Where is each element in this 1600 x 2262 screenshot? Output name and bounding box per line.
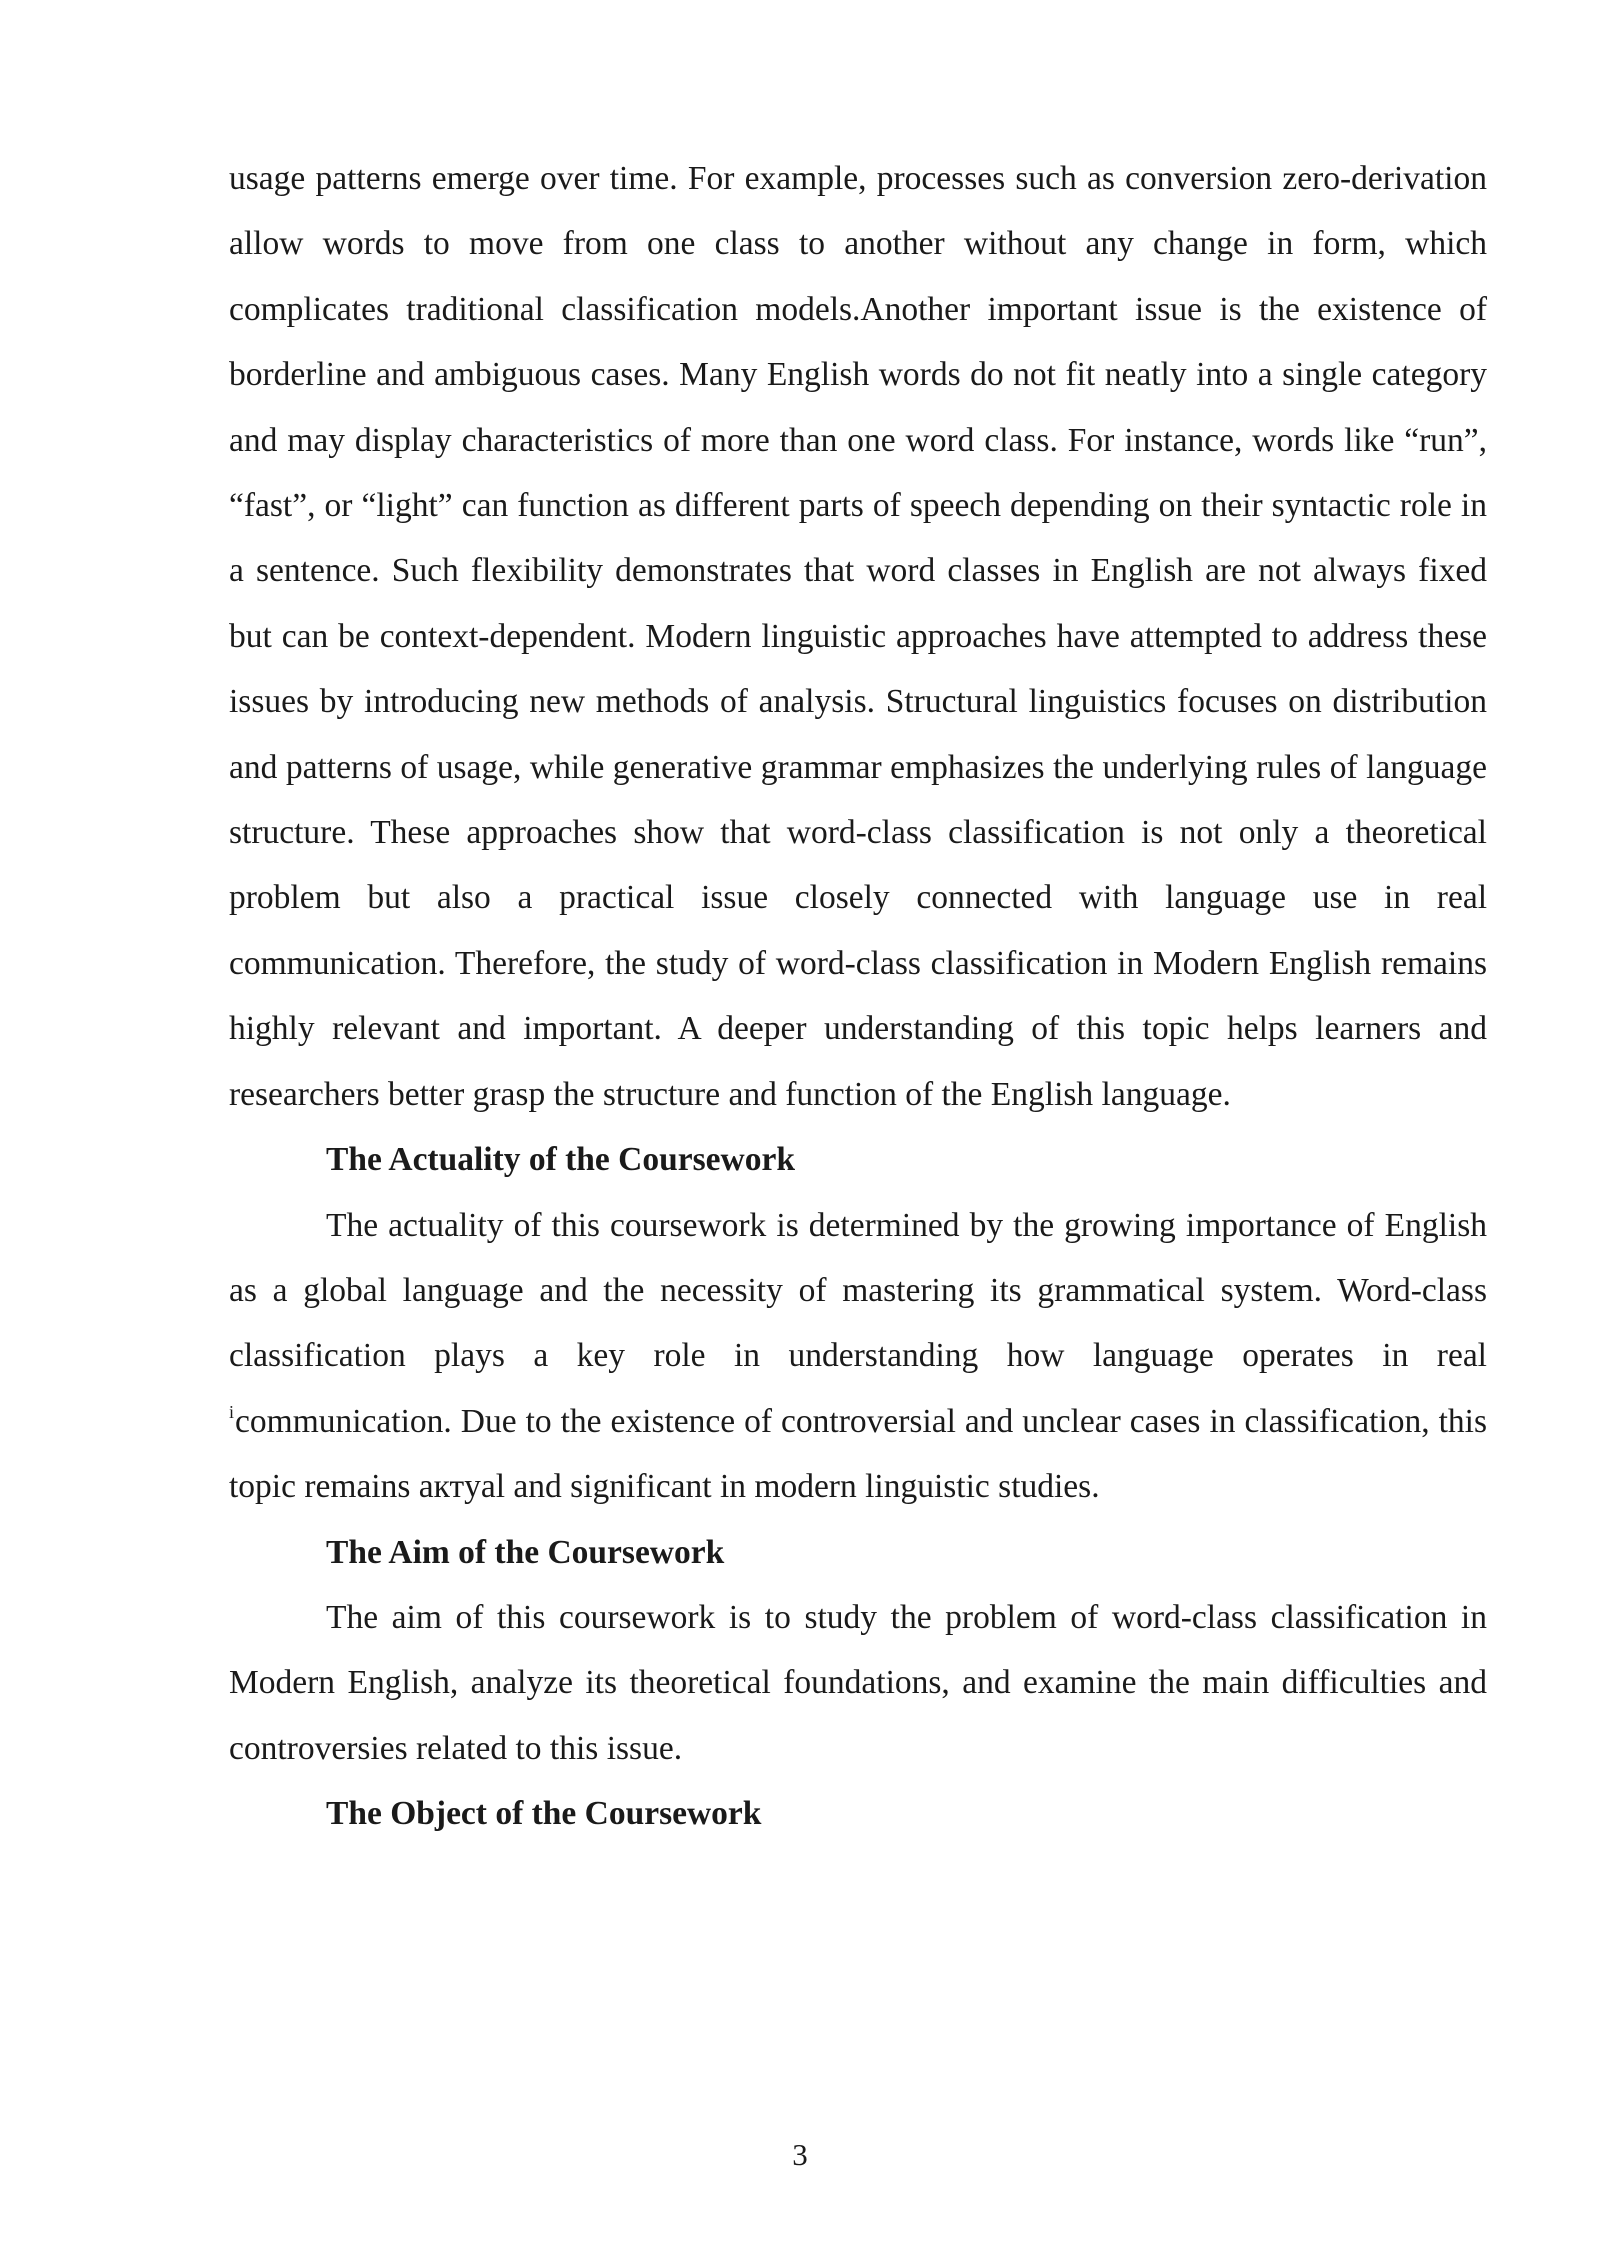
aim-paragraph: The aim of this coursework is to study the problem of word-class classification in Modern English, analyze its theoretical foundations, and examine the main difficulties and controversies related to this issue. — [229, 1598, 1487, 1767]
actuality-paragraph — [229, 1193, 1487, 1520]
object-heading: The Object of the Coursework — [326, 1795, 762, 1833]
footnote-marker[interactable]: i — [229, 1401, 235, 1422]
aim-heading: The Aim of the Coursework — [326, 1533, 725, 1571]
page-body — [229, 146, 1487, 1847]
intro-paragraph: usage patterns emerge over time. For example, processes such as conversion zero-derivation allow words to move from one class to another without any change in form, which complicates traditional classification models.Another important issue is the existence of borderline and ambiguous cases. Many English words do not fit neatly into a single category and may display characteristics of more than one word class. For instance, words like “run”, “fast”, or “light” can function as different parts of speech depending on their syntactic role in a sentence. Such flexibility demonstrates that word classes in English are not always fixed but can be context-dependent. Modern linguistic approaches have attempted to address these issues by introducing new methods of analysis. Structural linguistics focuses on distribution and patterns of usage, while generative grammar emphasizes the underlying rules of language structure. These approaches show that word-class classification is not only a theoretical problem but also a practical issue closely connected with language use in real communication. Therefore, the study of word-class classification in Modern English remains highly relevant and important. A deeper understanding of this topic helps learners and researchers better grasp the structure and function of the English language. — [229, 160, 1487, 1113]
actuality-heading: The Actuality of the Coursework — [326, 1141, 795, 1179]
actuality-text-part-1: The actuality of this coursework is determined by the growing importance of English as a global language and the necessity of mastering its grammatical system. Word-class classification plays a key role in understanding how language operates in real — [229, 1206, 1487, 1375]
actuality-text-part-2: communication. Due to the existence of controversial and unclear cases in classification, this topic remains актyal and significant in modern linguistic studies. — [229, 1402, 1487, 1506]
page-number: 3 — [792, 2137, 808, 2172]
